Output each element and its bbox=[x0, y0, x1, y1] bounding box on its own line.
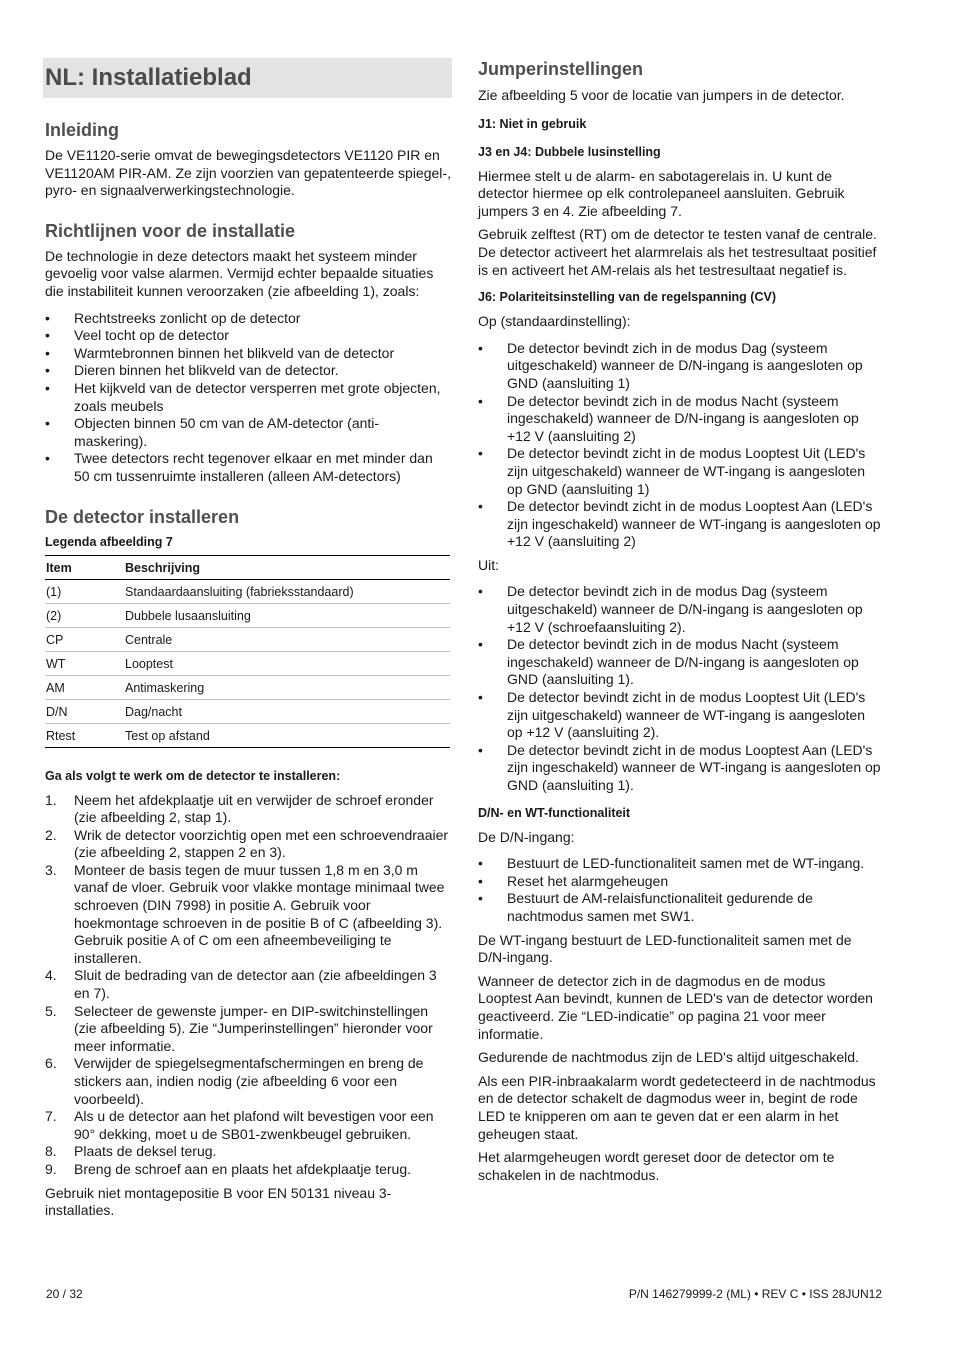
table-row bbox=[45, 579, 450, 603]
table-row bbox=[45, 675, 450, 699]
table-row bbox=[45, 627, 450, 651]
list-item-text: De detector bevindt zicht in de modus Looptest Uit (LED's zijn uitgeschakeld) wanneer de WT-ingang is aangesloten op GND (aansluiting 1) bbox=[507, 445, 866, 497]
uit-label: Uit: bbox=[478, 556, 499, 573]
bullet-icon: • bbox=[478, 741, 483, 758]
pir-alarm-text: Als een PIR-inbraakalarm wordt gedetecteerd in de nachtmodus en de detector schakelt de dagmodus weer in, begint de rode LED te knipperen om aan te geven dat er een alarm in het geheugen staat. bbox=[478, 1072, 876, 1142]
table-cell-item: (2) bbox=[45, 603, 124, 627]
op-list bbox=[478, 340, 882, 551]
list-item bbox=[478, 393, 882, 446]
table-row bbox=[45, 651, 450, 675]
bullet-icon: • bbox=[478, 583, 483, 600]
list-item-text: Rechtstreeks zonlicht op de detector bbox=[74, 309, 301, 326]
step-number: 7. bbox=[45, 1108, 57, 1125]
list-item-text: Twee detectors recht tegenover elkaar en met minder dan 50 cm tussenruimte installeren (alleen AM-detectors) bbox=[74, 450, 433, 484]
j34-text-1: Hiermee stelt u de alarm- en sabotagerelais in. U kunt de detector hiermee op elk controlepaneel aansluiten. Gebruik jumpers 3 en 4. Zie afbeelding 7. bbox=[478, 167, 845, 219]
page-number: 20 / 32 bbox=[46, 1287, 83, 1301]
bullet-icon: • bbox=[478, 445, 483, 462]
bullet-icon: • bbox=[478, 890, 483, 907]
j6-heading: J6: Polariteitsinstelling van de regelspanning (CV) bbox=[478, 290, 776, 305]
list-item bbox=[45, 450, 451, 485]
list-item-text: Dieren binnen het blikveld van de detector. bbox=[74, 362, 339, 379]
j1-heading: J1: Niet in gebruik bbox=[478, 116, 587, 131]
inleiding-text: De VE1120-serie omvat de bewegingsdetectors VE1120 PIR en VE1120AM PIR-AM. Ze zijn voorzien van gepatenteerde spiegel-, pyro- en signaalverwerkingstechnologie. bbox=[45, 147, 451, 199]
list-item-text: Bestuurt de AM-relaisfunctionaliteit gedurende de nachtmodus samen met SW1. bbox=[507, 890, 813, 924]
th-beschrijving: Beschrijving bbox=[124, 555, 450, 579]
table-cell-item: CP bbox=[45, 627, 124, 651]
table-cell-description: Antimaskering bbox=[124, 675, 450, 699]
list-item bbox=[478, 742, 882, 795]
list-item bbox=[45, 310, 451, 328]
part-number: P/N 146279999-2 (ML) • REV C • ISS 28JUN12 bbox=[628, 1287, 882, 1301]
step-number: 8. bbox=[45, 1143, 57, 1160]
step-item bbox=[45, 792, 451, 827]
dn-label: De D/N-ingang: bbox=[478, 828, 575, 845]
table-cell-item: WT bbox=[45, 651, 124, 675]
list-item bbox=[45, 327, 451, 345]
op-label: Op (standaardinstelling): bbox=[478, 313, 631, 330]
step-number: 2. bbox=[45, 826, 57, 843]
table-cell-item: Rtest bbox=[45, 723, 124, 747]
bullet-icon: • bbox=[478, 689, 483, 706]
steps-list bbox=[45, 792, 451, 1179]
table-cell-description: Looptest bbox=[124, 651, 450, 675]
bullet-icon: • bbox=[478, 392, 483, 409]
list-item-text: De detector bevindt zicht in de modus Looptest Uit (LED's zijn uitgeschakeld) wanneer de WT-ingang is aangesloten op +12 V (aansluiting 2). bbox=[507, 689, 866, 741]
wt-text: De WT-ingang bestuurt de LED-functionaliteit samen met de D/N-ingang. bbox=[478, 931, 852, 966]
list-item bbox=[478, 636, 882, 689]
installeren-note: Gebruik niet montagepositie B voor EN 50131 niveau 3-installaties. bbox=[45, 1184, 392, 1219]
table-cell-item: D/N bbox=[45, 699, 124, 723]
list-item bbox=[45, 362, 451, 380]
bullet-icon: • bbox=[45, 415, 50, 432]
list-item-text: Objecten binnen 50 cm van de AM-detector (anti-maskering). bbox=[74, 415, 380, 449]
step-item bbox=[45, 967, 451, 1002]
bullet-icon: • bbox=[478, 872, 483, 889]
richtlijnen-list bbox=[45, 310, 451, 486]
list-item bbox=[45, 380, 451, 415]
list-item-text: Verwijder de spiegelsegmentafschermingen en breng de stickers aan, indien nodig (zie afbeelding 6 voor een voorbeeld). bbox=[74, 1055, 424, 1107]
heading-installeren: De detector installeren bbox=[45, 506, 240, 527]
table-header-row bbox=[45, 555, 450, 579]
j34-heading: J3 en J4: Dubbele lusinstelling bbox=[478, 144, 661, 159]
list-item-text: Reset het alarmgeheugen bbox=[507, 872, 669, 889]
step-number: 9. bbox=[45, 1160, 57, 1177]
table-legend: Legenda afbeelding 7 bbox=[45, 534, 173, 549]
table-row bbox=[45, 603, 450, 627]
list-item-text: Neem het afdekplaatje uit en verwijder de schroef eronder (zie afbeelding 2, stap 1). bbox=[74, 791, 434, 826]
richtlijnen-text: De technologie in deze detectors maakt het systeem minder gevoelig voor valse alarmen. Vermijd echter bepaalde situaties die instabiliteit kunnen veroorzaken (zie afbeelding 1), zoals: bbox=[45, 247, 434, 299]
dagmodus-text: Wanneer de detector zich in de dagmodus en de modus Looptest Aan bevindt, kunnen de LED's van de detector worden geactiveerd. Zie “LED-indicatie” op pagina 21 voor meer informatie. bbox=[478, 972, 873, 1042]
legend-table bbox=[45, 555, 450, 748]
step-number: 1. bbox=[45, 791, 57, 808]
step-item bbox=[45, 862, 451, 968]
bullet-icon: • bbox=[45, 309, 50, 326]
table-row bbox=[45, 699, 450, 723]
table-row bbox=[45, 723, 450, 747]
bullet-icon: • bbox=[45, 379, 50, 396]
dn-list bbox=[478, 855, 882, 925]
step-number: 6. bbox=[45, 1055, 57, 1072]
step-item bbox=[45, 827, 451, 862]
table-cell-description: Dag/nacht bbox=[124, 699, 450, 723]
list-item bbox=[478, 445, 882, 498]
table-cell-item: AM bbox=[45, 675, 124, 699]
list-item-text: Veel tocht op de detector bbox=[74, 327, 229, 344]
bullet-icon: • bbox=[45, 344, 50, 361]
heading-inleiding: Inleiding bbox=[45, 120, 119, 140]
heading-richtlijnen: Richtlijnen voor de installatie bbox=[45, 220, 296, 241]
list-item-text: Plaats de deksel terug. bbox=[74, 1143, 217, 1160]
bullet-icon: • bbox=[45, 327, 50, 344]
list-item-text: De detector bevindt zich in de modus Dag (systeem uitgeschakeld) wanneer de D/N-ingang is aangesloten op +12 V (schroefaansluiting 2). bbox=[507, 583, 863, 635]
dn-heading: D/N- en WT-functionaliteit bbox=[478, 805, 631, 820]
table-cell-description: Dubbele lusaansluiting bbox=[124, 603, 450, 627]
bullet-icon: • bbox=[45, 450, 50, 467]
list-item-text: De detector bevindt zich in de modus Nacht (systeem ingeschakeld) wanneer de D/N-ingang is aangesloten op +12 V (aansluiting 2) bbox=[507, 392, 859, 444]
list-item bbox=[478, 855, 882, 873]
list-item-text: De detector bevindt zich in de modus Dag (systeem uitgeschakeld) wanneer de D/N-ingang is aangesloten op GND (aansluiting 1) bbox=[507, 339, 863, 391]
jumper-intro: Zie afbeelding 5 voor de locatie van jumpers in de detector. bbox=[478, 87, 845, 103]
step-item bbox=[45, 1161, 451, 1179]
list-item-text: Wrik de detector voorzichtig open met een schroevendraaier (zie afbeelding 2, stappen 2 en 3). bbox=[74, 826, 449, 861]
list-item bbox=[478, 498, 882, 551]
uit-list bbox=[478, 583, 882, 794]
step-item bbox=[45, 1108, 451, 1143]
list-item bbox=[478, 873, 882, 891]
right-column bbox=[478, 58, 882, 1184]
list-item-text: Breng de schroef aan en plaats het afdekplaatje terug. bbox=[74, 1160, 412, 1177]
list-item-text: De detector bevindt zicht in de modus Looptest Aan (LED's zijn ingeschakeld) wanneer de WT-ingang is aangesloten op +12 V (aansluiting 2) bbox=[507, 498, 881, 550]
list-item-text: Warmtebronnen binnen het blikveld van de detector bbox=[74, 344, 395, 361]
th-item: Item bbox=[45, 555, 124, 579]
table-cell-description: Standaardaansluiting (fabrieksstandaard) bbox=[124, 579, 450, 603]
table-cell-item: (1) bbox=[45, 579, 124, 603]
list-item-text: De detector bevindt zicht in de modus Looptest Aan (LED's zijn ingeschakeld) wanneer de WT-ingang is aangesloten op GND (aansluiting 1). bbox=[507, 741, 881, 793]
list-item-text: Het kijkveld van de detector versperren met grote objecten, zoals meubels bbox=[74, 379, 441, 414]
list-item-text: Als u de detector aan het plafond wilt bevestigen voor een 90° dekking, moet u de SB01-zwenkbeugel gebruiken. bbox=[74, 1108, 434, 1142]
list-item bbox=[478, 583, 882, 636]
list-item bbox=[478, 340, 882, 393]
nachtmodus-text: Gedurende de nachtmodus zijn de LED's altijd uitgeschakeld. bbox=[478, 1049, 859, 1066]
list-item-text: Bestuurt de LED-functionaliteit samen met de WT-ingang. bbox=[507, 855, 865, 872]
table-cell-description: Centrale bbox=[124, 627, 450, 651]
bullet-icon: • bbox=[478, 855, 483, 872]
list-item-text: Monteer de basis tegen de muur tussen 1,8 m en 3,0 m vanaf de vloer. Gebruik voor vlakke montage minimaal twee schroeven (DIN 7998) in positie A. Gebruik voor hoekmontage schroeven in de positie B of C (afbeelding 3). Gebruik positie A of C om een afneembeveiliging te installeren. bbox=[74, 861, 445, 966]
list-item-text: De detector bevindt zich in de modus Nacht (systeem ingeschakeld) wanneer de D/N-ingang is aangesloten op GND (aansluiting 1). bbox=[507, 636, 859, 688]
list-item-text: Selecteer de gewenste jumper- en DIP-switchinstellingen (zie afbeelding 5). Zie “Jumperinstellingen” hieronder voor meer informatie. bbox=[74, 1002, 433, 1054]
table-cell-description: Test op afstand bbox=[124, 723, 450, 747]
steps-heading: Ga als volgt te werk om de detector te installeren: bbox=[45, 768, 341, 783]
j34-text-2: Gebruik zelftest (RT) om de detector te testen vanaf de centrale. De detector activeert het alarmrelais als het testresultaat positief is en activeert het AM-relais als het testresultaat negatief is. bbox=[478, 226, 877, 278]
bullet-icon: • bbox=[478, 498, 483, 515]
heading-jumperinstellingen: Jumperinstellingen bbox=[478, 59, 644, 79]
list-item bbox=[45, 345, 451, 363]
step-item bbox=[45, 1003, 451, 1056]
page-title: NL: Installatieblad bbox=[45, 64, 252, 91]
step-number: 3. bbox=[45, 861, 57, 878]
bullet-icon: • bbox=[478, 636, 483, 653]
list-item bbox=[45, 415, 451, 450]
bullet-icon: • bbox=[478, 339, 483, 356]
left-column bbox=[45, 58, 451, 1220]
step-number: 5. bbox=[45, 1002, 57, 1019]
list-item bbox=[478, 890, 882, 925]
step-item bbox=[45, 1055, 451, 1108]
list-item bbox=[478, 689, 882, 742]
title-bar bbox=[43, 58, 452, 98]
bullet-icon: • bbox=[45, 362, 50, 379]
list-item-text: Sluit de bedrading van de detector aan (zie afbeeldingen 3 en 7). bbox=[74, 967, 437, 1002]
step-item bbox=[45, 1143, 451, 1161]
step-number: 4. bbox=[45, 967, 57, 984]
reset-text: Het alarmgeheugen wordt gereset door de detector om te schakelen in de nachtmodus. bbox=[478, 1149, 835, 1183]
